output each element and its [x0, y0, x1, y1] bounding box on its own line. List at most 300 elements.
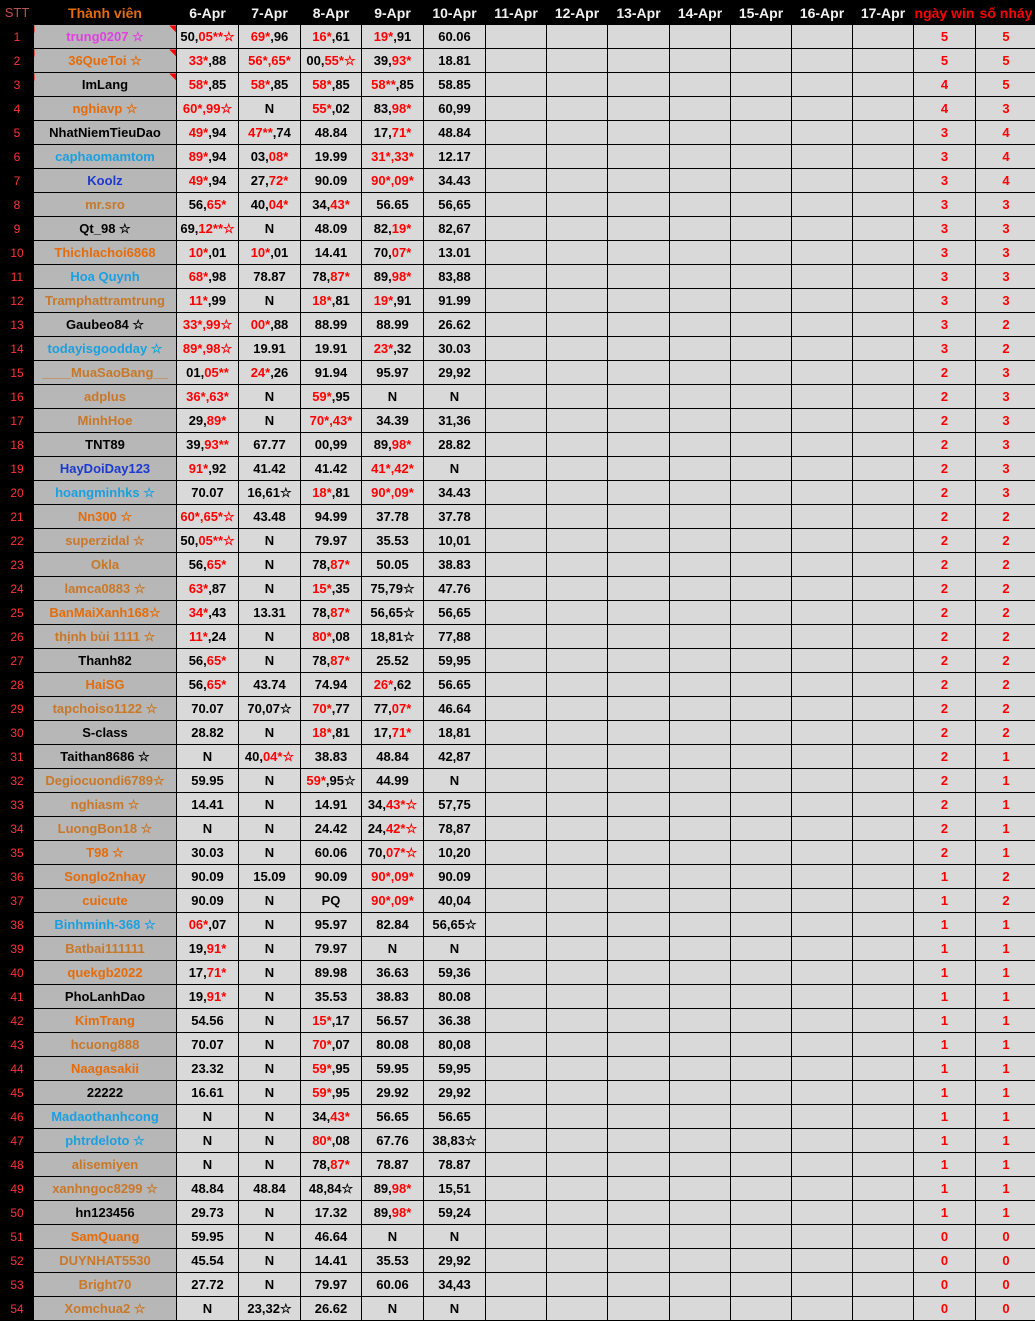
day-result-cell — [670, 673, 731, 697]
day-result-cell: 56.65 — [424, 1105, 486, 1129]
winning-number: 63* — [188, 581, 209, 596]
day-result-cell — [177, 433, 239, 457]
jump-count: 2 — [976, 697, 1035, 721]
day-result-cell: 59.95 — [177, 1225, 239, 1249]
jump-count: 1 — [976, 1081, 1035, 1105]
day-result-cell — [670, 265, 731, 289]
member-name: mr.sro — [34, 193, 177, 217]
winning-number: 80* — [312, 629, 332, 644]
day-result-cell — [362, 265, 424, 289]
day-result-cell: 15.09 — [239, 865, 301, 889]
table-row — [1, 793, 1035, 817]
day-result-cell — [362, 1177, 424, 1201]
day-result-cell — [853, 25, 914, 49]
row-number: 8 — [1, 193, 34, 217]
win-days-count: 2 — [914, 361, 976, 385]
header-row — [1, 1, 1035, 25]
number-part: ,85 — [395, 77, 414, 92]
number-part: ,61 — [331, 29, 350, 44]
day-result-cell — [670, 73, 731, 97]
day-result-cell — [177, 145, 239, 169]
day-result-cell — [486, 217, 547, 241]
table-row — [1, 241, 1035, 265]
day-result-cell: 91.94 — [301, 361, 362, 385]
win-days-count: 2 — [914, 793, 976, 817]
win-days-count: 1 — [914, 1081, 976, 1105]
day-result-cell — [853, 913, 914, 937]
day-result-cell — [608, 985, 670, 1009]
day-result-cell — [362, 889, 424, 913]
number-part: 89, — [373, 1181, 392, 1196]
day-result-cell: 48.09 — [301, 217, 362, 241]
day-result-cell: N — [239, 1033, 301, 1057]
number-part: 03, — [250, 149, 269, 164]
day-result-cell — [547, 769, 608, 793]
jump-count: 1 — [976, 841, 1035, 865]
day-result-cell — [731, 337, 792, 361]
win-days-count: 1 — [914, 1105, 976, 1129]
winning-number: 12**☆ — [198, 220, 235, 236]
day-result-cell — [177, 385, 239, 409]
member-name: lamca0883 ☆ — [34, 577, 177, 601]
day-result-cell — [670, 193, 731, 217]
day-result-cell — [853, 265, 914, 289]
number-part: ,77 — [331, 701, 350, 716]
winning-number: 19* — [373, 29, 394, 44]
day-result-cell — [362, 337, 424, 361]
day-result-cell — [792, 241, 853, 265]
member-name: cuicute — [34, 889, 177, 913]
day-result-cell — [486, 577, 547, 601]
number-part: 19, — [188, 989, 207, 1004]
day-result-cell — [731, 985, 792, 1009]
row-number: 4 — [1, 97, 34, 121]
day-result-cell — [362, 1201, 424, 1225]
day-result-cell — [177, 313, 239, 337]
day-result-cell — [547, 1201, 608, 1225]
day-result-cell — [239, 49, 301, 73]
table-row — [1, 721, 1035, 745]
winning-number: 59* — [312, 1061, 332, 1076]
day-result-cell — [177, 49, 239, 73]
day-result-cell — [362, 865, 424, 889]
member-name: Gaubeo84 ☆ — [34, 313, 177, 337]
day-result-cell — [486, 1081, 547, 1105]
table-row — [1, 289, 1035, 313]
row-number: 34 — [1, 817, 34, 841]
header-date: 17-Apr — [853, 1, 914, 25]
day-result-cell — [792, 577, 853, 601]
day-result-cell — [853, 937, 914, 961]
table-row — [1, 865, 1035, 889]
day-result-cell — [177, 625, 239, 649]
day-result-cell — [670, 1249, 731, 1273]
day-result-cell: N — [424, 937, 486, 961]
day-result-cell — [670, 1081, 731, 1105]
day-result-cell — [608, 337, 670, 361]
number-part: 89, — [373, 269, 392, 284]
table-row — [1, 145, 1035, 169]
day-result-cell — [486, 625, 547, 649]
day-result-cell — [486, 1105, 547, 1129]
day-result-cell: 35.53 — [301, 985, 362, 1009]
day-result-cell: 60.06 — [424, 25, 486, 49]
win-days-count: 1 — [914, 1177, 976, 1201]
day-result-cell: 36.63 — [362, 961, 424, 985]
row-number: 43 — [1, 1033, 34, 1057]
day-result-cell — [731, 1177, 792, 1201]
number-part: 01, — [186, 365, 205, 380]
day-result-cell — [486, 1225, 547, 1249]
day-result-cell — [301, 769, 362, 793]
number-part: ,95 — [331, 1061, 350, 1076]
day-result-cell — [792, 913, 853, 937]
day-result-cell: 79.97 — [301, 937, 362, 961]
day-result-cell — [486, 433, 547, 457]
number-part: 50, — [180, 28, 199, 44]
day-result-cell: 59,95 — [424, 1057, 486, 1081]
day-result-cell: 40,04 — [424, 889, 486, 913]
day-result-cell — [670, 745, 731, 769]
day-result-cell — [731, 577, 792, 601]
day-result-cell: 16,61☆ — [239, 481, 301, 505]
day-result-cell — [547, 49, 608, 73]
row-number: 33 — [1, 793, 34, 817]
win-days-count: 2 — [914, 505, 976, 529]
number-part: 89, — [373, 1205, 392, 1220]
day-result-cell — [301, 97, 362, 121]
jump-count: 1 — [976, 985, 1035, 1009]
jump-count: 1 — [976, 913, 1035, 937]
day-result-cell — [362, 145, 424, 169]
day-result-cell — [853, 577, 914, 601]
day-result-cell — [670, 49, 731, 73]
table-row — [1, 97, 1035, 121]
day-result-cell — [792, 169, 853, 193]
day-result-cell: 82.84 — [362, 913, 424, 937]
day-result-cell — [731, 73, 792, 97]
winning-number: 58* — [312, 77, 332, 92]
day-result-cell — [486, 601, 547, 625]
day-result-cell — [608, 217, 670, 241]
day-result-cell — [731, 169, 792, 193]
day-result-cell — [792, 505, 853, 529]
table-row — [1, 1201, 1035, 1225]
day-result-cell — [547, 529, 608, 553]
day-result-cell: 88.99 — [301, 313, 362, 337]
number-part: 77, — [373, 701, 392, 716]
day-result-cell: 74.94 — [301, 673, 362, 697]
day-result-cell — [853, 121, 914, 145]
winning-number: 08* — [268, 149, 289, 164]
day-result-cell — [853, 361, 914, 385]
day-result-cell — [853, 1009, 914, 1033]
day-result-cell: N — [177, 817, 239, 841]
day-result-cell: 57,75 — [424, 793, 486, 817]
day-result-cell — [731, 817, 792, 841]
table-row — [1, 121, 1035, 145]
day-result-cell — [608, 721, 670, 745]
row-number: 17 — [1, 409, 34, 433]
win-days-count: 3 — [914, 121, 976, 145]
day-result-cell: 10,20 — [424, 841, 486, 865]
number-part: 56, — [188, 677, 207, 692]
row-number: 25 — [1, 601, 34, 625]
day-result-cell — [486, 145, 547, 169]
row-number: 38 — [1, 913, 34, 937]
day-result-cell — [301, 409, 362, 433]
day-result-cell — [362, 169, 424, 193]
day-result-cell — [177, 265, 239, 289]
day-result-cell: 56,65 — [424, 601, 486, 625]
day-result-cell — [670, 241, 731, 265]
day-result-cell: 50.05 — [362, 553, 424, 577]
day-result-cell — [486, 49, 547, 73]
day-result-cell — [853, 217, 914, 241]
win-days-count: 2 — [914, 649, 976, 673]
number-part: 19, — [188, 941, 207, 956]
member-name: HaiSG — [34, 673, 177, 697]
winning-number: 05**☆ — [198, 28, 235, 44]
day-result-cell — [670, 817, 731, 841]
day-result-cell — [853, 649, 914, 673]
row-number: 22 — [1, 529, 34, 553]
winning-number: 43*☆ — [385, 796, 418, 812]
day-result-cell — [239, 193, 301, 217]
day-result-cell: 60.06 — [301, 841, 362, 865]
day-result-cell — [731, 193, 792, 217]
day-result-cell — [608, 313, 670, 337]
day-result-cell: 56.57 — [362, 1009, 424, 1033]
member-name: ____MuaSaoBang__ — [34, 361, 177, 385]
day-result-cell — [853, 1057, 914, 1081]
day-result-cell — [792, 217, 853, 241]
jump-count: 2 — [976, 337, 1035, 361]
win-days-count: 3 — [914, 265, 976, 289]
day-result-cell — [670, 1105, 731, 1129]
day-result-cell — [853, 505, 914, 529]
winning-number: 98* — [391, 1181, 412, 1196]
win-days-count: 2 — [914, 409, 976, 433]
day-result-cell — [547, 577, 608, 601]
day-result-cell — [731, 553, 792, 577]
table-row — [1, 913, 1035, 937]
day-result-cell — [177, 913, 239, 937]
table-row — [1, 169, 1035, 193]
table-row — [1, 433, 1035, 457]
day-result-cell: 91.99 — [424, 289, 486, 313]
header-date: 16-Apr — [792, 1, 853, 25]
winning-number: 04* — [268, 197, 289, 212]
number-part: ,87 — [208, 581, 227, 596]
day-result-cell — [853, 769, 914, 793]
day-result-cell — [853, 1273, 914, 1297]
day-result-cell: 13.01 — [424, 241, 486, 265]
day-result-cell — [853, 697, 914, 721]
win-days-count: 0 — [914, 1249, 976, 1273]
jump-count: 3 — [976, 265, 1035, 289]
winning-number: 89*,98☆ — [182, 340, 233, 356]
day-result-cell — [486, 697, 547, 721]
day-result-cell — [792, 817, 853, 841]
day-result-cell — [853, 97, 914, 121]
member-name: todayisgoodday ☆ — [34, 337, 177, 361]
header-date: 15-Apr — [731, 1, 792, 25]
day-result-cell — [670, 985, 731, 1009]
jump-count: 1 — [976, 745, 1035, 769]
jump-count: 2 — [976, 577, 1035, 601]
member-name: thịnh bùi 1111 ☆ — [34, 625, 177, 649]
winning-number: 23* — [373, 341, 394, 356]
row-number: 41 — [1, 985, 34, 1009]
day-result-cell: 59,24 — [424, 1201, 486, 1225]
table-row — [1, 697, 1035, 721]
row-number: 6 — [1, 145, 34, 169]
day-result-cell: 38.83 — [424, 553, 486, 577]
jump-count: 1 — [976, 961, 1035, 985]
winning-number: 18* — [312, 485, 332, 500]
winning-number: 42*☆ — [385, 820, 418, 836]
day-result-cell: 19.99 — [301, 145, 362, 169]
member-name: Tramphattramtrung — [34, 289, 177, 313]
day-result-cell — [362, 457, 424, 481]
number-part: 78, — [312, 269, 331, 284]
day-result-cell: 88.99 — [362, 313, 424, 337]
row-number: 19 — [1, 457, 34, 481]
day-result-cell — [670, 457, 731, 481]
winning-number: 55*☆ — [324, 52, 356, 68]
number-part: ,01 — [208, 245, 227, 260]
day-result-cell — [608, 361, 670, 385]
day-result-cell — [608, 553, 670, 577]
day-result-cell — [731, 961, 792, 985]
day-result-cell — [853, 145, 914, 169]
table-row — [1, 1057, 1035, 1081]
win-days-count: 2 — [914, 601, 976, 625]
day-result-cell — [731, 481, 792, 505]
day-result-cell — [547, 793, 608, 817]
day-result-cell — [362, 97, 424, 121]
day-result-cell: 14.41 — [301, 1249, 362, 1273]
day-result-cell — [670, 433, 731, 457]
day-result-cell — [853, 169, 914, 193]
winning-number: 49* — [188, 173, 209, 188]
day-result-cell — [731, 601, 792, 625]
day-result-cell — [608, 697, 670, 721]
day-result-cell: 29,92 — [424, 361, 486, 385]
winning-number: 49* — [188, 125, 209, 140]
jump-count: 1 — [976, 1153, 1035, 1177]
day-result-cell — [670, 697, 731, 721]
jump-count: 3 — [976, 385, 1035, 409]
day-result-cell — [486, 361, 547, 385]
day-result-cell — [362, 721, 424, 745]
day-result-cell — [486, 1129, 547, 1153]
member-name: LuongBon18 ☆ — [34, 817, 177, 841]
row-number: 26 — [1, 625, 34, 649]
jump-count: 4 — [976, 145, 1035, 169]
day-result-cell — [608, 1057, 670, 1081]
day-result-cell — [670, 721, 731, 745]
day-result-cell: 70.07 — [177, 1033, 239, 1057]
day-result-cell: N — [239, 649, 301, 673]
row-number: 48 — [1, 1153, 34, 1177]
win-days-count: 3 — [914, 241, 976, 265]
member-name: 36QueToi ☆ — [34, 49, 177, 73]
header-date: 8-Apr — [301, 1, 362, 25]
day-result-cell — [670, 961, 731, 985]
row-number: 27 — [1, 649, 34, 673]
day-result-cell — [670, 913, 731, 937]
day-result-cell: 46.64 — [301, 1225, 362, 1249]
winning-number: 90*,09* — [371, 173, 414, 188]
winning-number: 19* — [373, 293, 394, 308]
table-row — [1, 1033, 1035, 1057]
number-part: ,95 — [331, 1085, 350, 1100]
day-result-cell — [486, 1249, 547, 1273]
day-result-cell — [486, 481, 547, 505]
day-result-cell — [547, 457, 608, 481]
number-part: ,26 — [270, 365, 289, 380]
member-name: phtrdeloto ☆ — [34, 1129, 177, 1153]
number-part: 70, — [373, 245, 392, 260]
member-name: PhoLanhDao — [34, 985, 177, 1009]
day-result-cell — [853, 1177, 914, 1201]
day-result-cell — [486, 649, 547, 673]
day-result-cell: N — [177, 1297, 239, 1321]
day-result-cell — [731, 649, 792, 673]
table-row — [1, 457, 1035, 481]
row-number: 45 — [1, 1081, 34, 1105]
day-result-cell: N — [239, 529, 301, 553]
jump-count: 5 — [976, 25, 1035, 49]
day-result-cell — [670, 313, 731, 337]
day-result-cell: N — [239, 1225, 301, 1249]
day-result-cell — [547, 601, 608, 625]
day-result-cell — [853, 1153, 914, 1177]
winning-number: 59* — [312, 1085, 332, 1100]
winning-number: 65* — [206, 653, 227, 668]
day-result-cell — [670, 889, 731, 913]
day-result-cell: 37.78 — [362, 505, 424, 529]
header-date: 6-Apr — [177, 1, 239, 25]
day-result-cell — [547, 985, 608, 1009]
day-result-cell — [792, 385, 853, 409]
day-result-cell: 18.81 — [424, 49, 486, 73]
number-part: ,62 — [393, 677, 412, 692]
day-result-cell: 29.73 — [177, 1201, 239, 1225]
day-result-cell — [670, 841, 731, 865]
member-name: SamQuang — [34, 1225, 177, 1249]
winning-number: 69* — [250, 29, 271, 44]
row-number: 30 — [1, 721, 34, 745]
number-part: ,81 — [331, 293, 350, 308]
day-result-cell — [301, 49, 362, 73]
day-result-cell — [177, 577, 239, 601]
day-result-cell: 77,88 — [424, 625, 486, 649]
header-date: 7-Apr — [239, 1, 301, 25]
day-result-cell — [547, 1225, 608, 1249]
winning-number: 41*,42* — [371, 461, 414, 476]
day-result-cell — [301, 553, 362, 577]
jump-count: 3 — [976, 241, 1035, 265]
day-result-cell — [547, 73, 608, 97]
day-result-cell — [792, 889, 853, 913]
win-days-count: 1 — [914, 961, 976, 985]
winning-number: 43* — [330, 1109, 350, 1124]
jump-count: 3 — [976, 433, 1035, 457]
day-result-cell — [608, 409, 670, 433]
